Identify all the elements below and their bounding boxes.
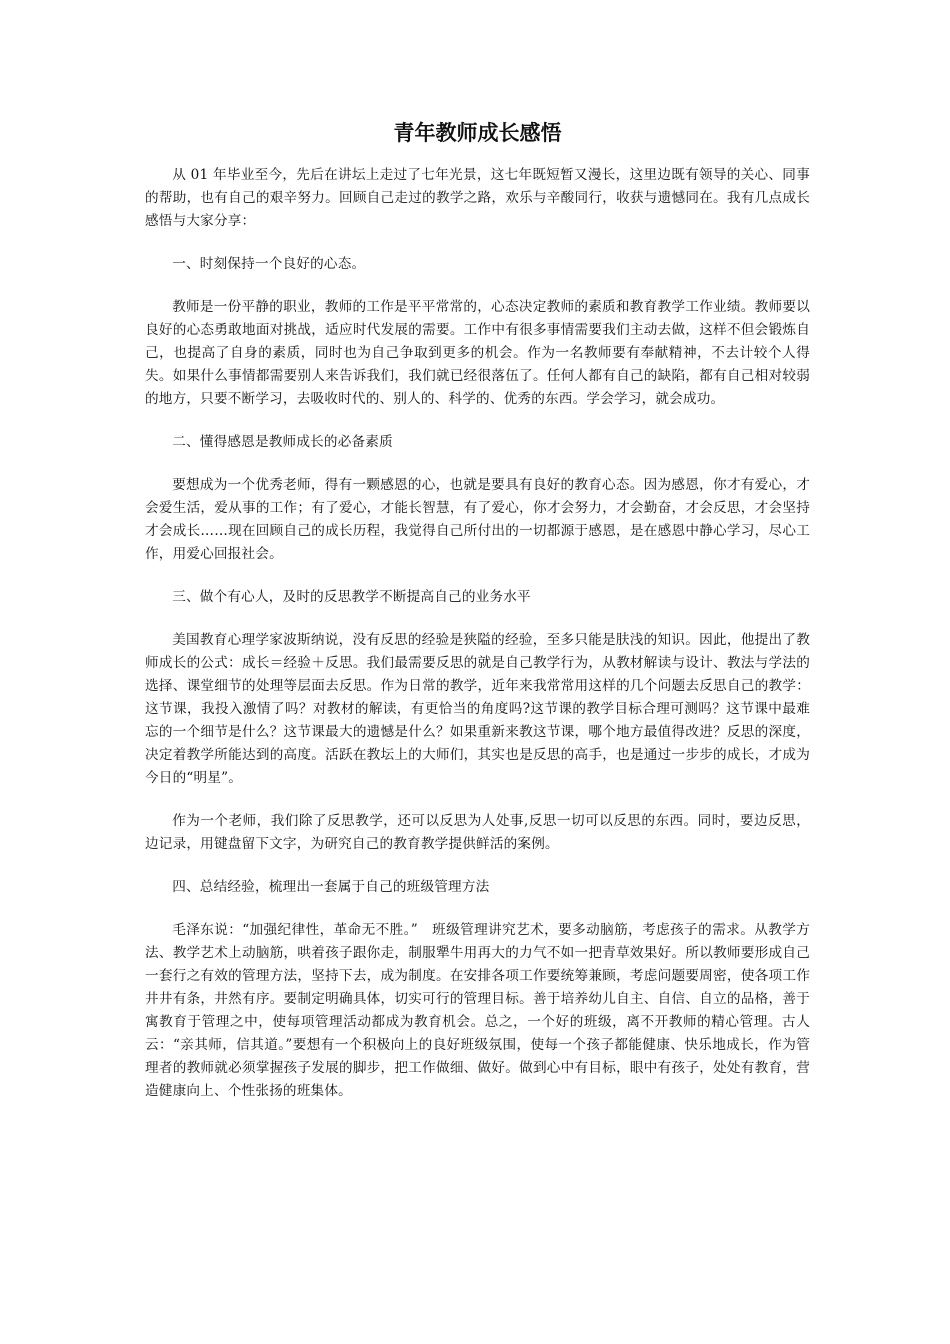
document-title: 青年教师成长感悟	[393, 121, 562, 145]
section-heading-3: 三、做个有心人，及时的反思教学不断提高自己的业务水平	[172, 589, 531, 605]
section-3-paragraph-2: 作为一个老师，我们除了反思教学，还可以反思为人处事,反思一切可以反思的东西。同时，要边反思，边记录，用键盘留下文字，为研究自己的教育教学提供鲜活的案例。	[145, 813, 810, 852]
section-3-paragraph-1: 美国教育心理学家波斯纳说，没有反思的经验是狭隘的经验，至多只能是肤浅的知识。因此，他提出了教师成长的公式：成长＝经验＋反思。我们最需要反思的就是自己教学行为，从教材解读与设计、教法与学法的选择、课堂细节的处理等层面去反思。作为日常的教学，近年来我常常用这样的几个问题去反思自己的教学：这节课，我投入激情了吗？对教材的解读，有更恰当的角度吗?这节课的教学目标合理可测吗？这节课中最难忘的一个细节是什么？这节课最大的遗憾是什么？如果重新来教这节课，哪个地方最值得改进？反思的深度，决定着教学所能达到的高度。活跃在教坛上的大师们，其实也是反思的高手，也是通过一步步的成长，才成为今日的“明星”。	[145, 632, 810, 786]
section-4-paragraph: 毛泽东说：“加强纪律性，革命无不胜。” 班级管理讲究艺术，要多动脑筋，考虑孩子的需求。从教学方法、教学艺术上动脑筋，哄着孩子跟你走，制服犟牛用再大的力气不如一把青草效果好。所以教师要形成自己一套行之有效的管理方法，坚持下去，成为制度。在安排各项工作要统筹兼顾，考虑问题要周密，使各项工作井井有条，井然有序。要制定明确具体，切实可行的管理目标。善于培养幼儿自主、自信、自立的品格，善于寓教育于管理之中，使每项管理活动都成为教育机会。总之，一个好的班级，离不开教师的精心管理。古人云：“亲其师，信其道。”要想有一个积极向上的良好班级氛围，使每一个孩子都能健康、快乐地成长，作为管理者的教师就必须掌握孩子发展的脚步，把工作做细、做好。做到心中有目标，眼中有孩子，处处有教育，营造健康向上、个性张扬的班集体。	[145, 922, 810, 1099]
section-2-paragraph: 要想成为一个优秀老师，得有一颗感恩的心，也就是要具有良好的教育心态。因为感恩，你才有爱心，才会爱生活，爱从事的工作；有了爱心，才能长智慧，有了爱心，你才会努力，才会勤奋，才会反思，才会坚持才会成长……现在回顾自己的成长历程，我觉得自己所付出的一切都源于感恩，是在感恩中静心学习，尽心工作，用爱心回报社会。	[145, 477, 810, 562]
section-1-paragraph: 教师是一份平静的职业，教师的工作是平平常常的，心态决定教师的素质和教育教学工作业绩。教师要以良好的心态勇敢地面对挑战，适应时代发展的需要。工作中有很多事情需要我们主动去做，这样不但会锻炼自己，也提高了自身的素质，同时也为自己争取到更多的机会。作为一名教师要有奉献精神，不去计较个人得失。如果什么事情都需要别人来告诉我们，我们就已经很落伍了。任何人都有自己的缺陷，都有自己相对较弱的地方，只要不断学习，去吸收时代的、别人的、科学的、优秀的东西。学会学习，就会成功。	[145, 299, 810, 407]
document-page	[145, 118, 810, 1123]
section-heading-4: 四、总结经验，梳理出一套属于自己的班级管理方法	[172, 879, 490, 895]
section-heading-1: 一、时刻保持一个良好的心态。	[172, 256, 366, 272]
intro-paragraph: 从 01 年毕业至今，先后在讲坛上走过了七年光景，这七年既短暂又漫长，这里边既有领导的关心、同事的帮助，也有自己的艰辛努力。回顾自己走过的教学之路，欢乐与辛酸同行，收获与遗憾同在。我有几点成长感悟与大家分享：	[145, 167, 810, 229]
section-heading-2: 二、懂得感恩是教师成长的必备素质	[172, 434, 393, 450]
